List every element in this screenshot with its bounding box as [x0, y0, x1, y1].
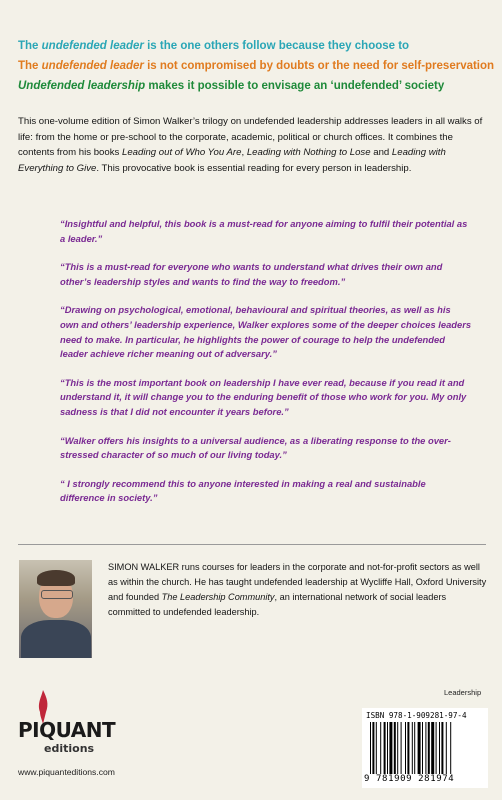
- category-label: Leadership: [444, 688, 482, 697]
- author-bio: SIMON WALKER runs courses for leaders in the corporate and not-for-profit sectors as well as within the church. He has taught undefended leadership at Wycliffe Hall, Oxford University and founded The Leadership Community, an international network of social leaders committed to undefended leadership.: [108, 562, 487, 617]
- publisher-logo: [14, 690, 124, 760]
- tagline-3: Undefended leadership makes it possible to envisage an ‘undefended’ society: [18, 80, 445, 92]
- publisher-subtitle: editions: [44, 742, 95, 755]
- quote-6: “ I strongly recommend this to anyone interested in making a real and sustainable difference in society.”: [60, 477, 426, 504]
- quote-2: “This is a must-read for everyone who wants to understand what drives their own and other’s leadership styles and wants to find the way to freedom.”: [60, 261, 443, 287]
- quote-5: “Walker offers his insights to a universal audience, as a liberating response to the over-stressed character of so much of our living today.”: [60, 434, 451, 461]
- quote-4: “This is the most important book on leadership I have ever read, because if you read it and understand it, it will change you to the enduring benefit of those who work for you. My only sadness is that I did not encounter it years before.”: [60, 376, 467, 417]
- barcode-bars: [370, 722, 482, 774]
- barcode-digits: 9 781909 281974: [364, 774, 455, 784]
- endorsement-quotes: [60, 217, 472, 520]
- tagline-2: The undefended leader is not compromised by doubts or the need for self-preservation: [18, 60, 495, 72]
- quote-1: “Insightful and helpful, this book is a must-read for anyone aiming to fulfil their potential as a leader.”: [60, 218, 468, 244]
- isbn-label: ISBN 978-1-909281-97-4: [366, 711, 467, 720]
- divider: [18, 544, 486, 545]
- intro-paragraph: This one-volume edition of Simon Walker’s trilogy on undefended leadership addresses leaders in all walks of life: from the home or pre-school to the corporate, academic, political or church offices. It combines the contents from his books Leading out of Who You Are, Leading with Nothing to Lose and Leading with Everything to Give. This provocative book is essential reading for every person in leadership.: [18, 116, 483, 174]
- publisher-website: www.piquanteditions.com: [18, 767, 115, 777]
- isbn-barcode: [362, 708, 488, 788]
- quote-3: “Drawing on psychological, emotional, behavioural and spiritual theories, as well as his own and others’ leadership experience, Walker explores some of the deeper choices leaders need to make. In particular, he highlights the power of courage to help the undefended leader achieve richer meaning out of adversary.”: [60, 304, 472, 360]
- author-photo: [19, 560, 92, 658]
- tagline-1: The undefended leader is the one others follow because they choose to: [18, 40, 410, 52]
- taglines: [18, 36, 495, 96]
- publisher-name: PIQUANT: [18, 718, 116, 742]
